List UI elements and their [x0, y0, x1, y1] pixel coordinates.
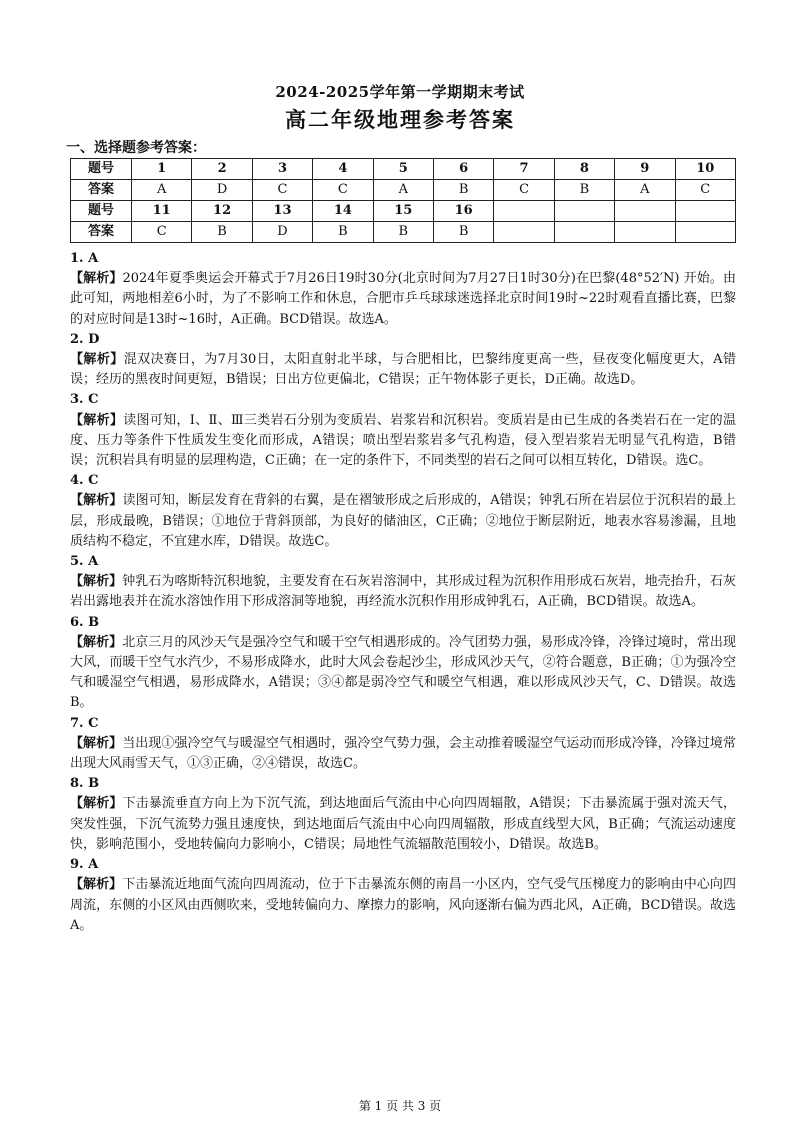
question-number-row	[71, 159, 736, 180]
question-number-cell: 5	[373, 159, 433, 180]
answer-table	[70, 158, 736, 243]
question-answer-heading: 7. C	[70, 715, 99, 731]
explanation-text: 当出现①强冷空气与暖湿空气相遇时，强冷空气势力强，会主动推着暖湿空气运动而形成冷锋，冷锋过境常出现大风雨雪天气，①③正确，②④错误，故选C。	[70, 735, 736, 772]
explanation-tag: 【解析】	[70, 634, 123, 650]
answer-cell	[615, 222, 675, 243]
explanation-text: 读图可知，断层发育在背斜的右翼，是在褶皱形成之后形成的，A错误；钟乳石所在岩层位于沉积岩的最上层，形成最晚，B错误；①地位于背斜顶部，为良好的储油区，C正确；②地位于断层附近，地表水容易渗漏，且地质结构不稳定，不宜建水库，D错误。故选C。	[70, 493, 736, 549]
section-heading: 一、选择题参考答案：	[66, 140, 206, 156]
explanation-paragraph	[70, 411, 736, 472]
question-number-cell: 9	[615, 159, 675, 180]
exam-title: 2024-2025学年第一学期期末考试	[275, 83, 525, 101]
answer-cell: D	[252, 222, 312, 243]
question-answer-heading: 2. D	[70, 331, 100, 347]
explanation-tag: 【解析】	[70, 877, 123, 893]
question-number-cell: 2	[192, 159, 252, 180]
question-answer-heading: 4. C	[70, 473, 99, 489]
question-number-cell: 13	[252, 201, 312, 222]
row-label-question: 题号	[71, 201, 132, 222]
answer-cell: B	[433, 180, 493, 201]
row-label-answer: 答案	[71, 222, 132, 243]
question-number-cell: 14	[313, 201, 373, 222]
question-answer-heading: 9. A	[70, 857, 99, 873]
answer-cell: A	[615, 180, 675, 201]
answer-cell: B	[373, 222, 433, 243]
question-number-cell: 6	[433, 159, 493, 180]
explanation-paragraph	[70, 491, 736, 552]
answer-cell: D	[192, 180, 252, 201]
explanation-paragraph	[70, 633, 736, 714]
answer-cell: A	[132, 180, 192, 201]
question-number-cell: 12	[192, 201, 252, 222]
answer-row	[71, 222, 736, 243]
explanation-text: 钟乳石为喀斯特沉积地貌，主要发育在石灰岩溶洞中，其形成过程为沉积作用形成石灰岩，地壳抬升，石灰岩出露地表并在流水溶蚀作用下形成溶洞等地貌，再经流水沉积作用形成钟乳石，A正确，BCD错误。故选A。	[70, 574, 736, 610]
question-number-cell	[554, 201, 614, 222]
page-number: 第 1 页 共 3 页	[358, 1099, 442, 1113]
question-number-cell: 10	[675, 159, 735, 180]
explanation-paragraph	[70, 572, 736, 612]
answer-cell: A	[373, 180, 433, 201]
answer-cell	[554, 222, 614, 243]
answer-cell: C	[132, 222, 192, 243]
explanation-text: 读图可知，Ⅰ、Ⅱ、Ⅲ三类岩石分别为变质岩、岩浆岩和沉积岩。变质岩是由已生成的各类岩石在一定的温度、压力等条件下性质发生变化而形成，A错误；喷出型岩浆岩多气孔构造，侵入型岩浆岩无明显气孔构造，B错误；沉积岩具有明显的层理构造，C正确；在一定的条件下，不同类型的岩石之间可以相互转化，D错误。选C。	[70, 412, 736, 469]
explanation-tag: 【解析】	[70, 735, 123, 751]
question-answer-heading: 3. C	[70, 392, 99, 408]
explanation-tag: 【解析】	[70, 412, 124, 428]
explanation-tag: 【解析】	[70, 796, 123, 812]
explanation-tag: 【解析】	[70, 352, 124, 368]
explanation-paragraph	[70, 269, 736, 330]
question-number-cell: 1	[132, 159, 192, 180]
answer-cell: B	[433, 222, 493, 243]
question-number-cell	[494, 201, 554, 222]
answer-row	[71, 180, 736, 201]
row-label-answer: 答案	[71, 180, 132, 201]
answer-cell: B	[192, 222, 252, 243]
question-number-cell	[615, 201, 675, 222]
explanation-paragraph	[70, 875, 736, 936]
question-answer-heading: 1. A	[70, 251, 99, 266]
document-title: 高二年级地理参考答案	[285, 107, 515, 132]
answer-cell: C	[252, 180, 312, 201]
question-answer-heading: 5. A	[70, 554, 99, 570]
answer-cell: C	[313, 180, 373, 201]
explanation-tag: 【解析】	[70, 271, 123, 287]
question-number-cell: 11	[132, 201, 192, 222]
question-number-cell: 16	[433, 201, 493, 222]
row-label-question: 题号	[71, 159, 132, 180]
explanation-text: 下击暴流近地面气流向四周流动，位于下击暴流东侧的南昌一小区内，空气受气压梯度力的影响由中心向四周流，东侧的小区风由西侧吹来，受地转偏向力、摩擦力的影响，风向逐渐右偏为西北风，A正确，BCD错误。故选A。	[70, 877, 736, 933]
question-number-cell: 15	[373, 201, 433, 222]
answer-cell: C	[494, 180, 554, 201]
explanation-paragraph	[70, 794, 736, 855]
question-answer-heading: 6. B	[70, 614, 100, 630]
answer-cell: B	[554, 180, 614, 201]
explanation-tag: 【解析】	[70, 574, 123, 590]
explanation-text: 下击暴流垂直方向上为下沉气流，到达地面后气流由中心向四周辐散，A错误；下击暴流属于强对流天气，突发性强，下沉气流势力强且速度快，到达地面后气流由中心向四周辐散，形成直线型大风，B正确；气流运动速度快，影响范围小，受地转偏向力影响小，C错误；局地性气流辐散范围较小，D错误。故选B。	[70, 796, 736, 852]
explanation-tag: 【解析】	[70, 493, 123, 509]
answer-cell	[675, 222, 735, 243]
answer-cell: B	[313, 222, 373, 243]
explanation-text: 北京三月的风沙天气是强冷空气和暖干空气相遇形成的。冷气团势力强，易形成冷锋，冷锋过境时，常出现大风，而暖干空气水汽少，不易形成降水，此时大风会卷起沙尘，形成风沙天气，②符合题意，B正确；①为强冷空气和暖湿空气相遇，易形成降水，A错误；③④都是弱冷空气和暖空气相遇，难以形成风沙天气，C、D错误。故选B。	[70, 634, 736, 711]
question-number-cell	[675, 201, 735, 222]
question-number-row	[71, 201, 736, 222]
explanation-paragraph	[70, 350, 736, 390]
explanation-text: 2024年夏季奥运会开幕式于7月26日19时30分(北京时间为7月27日1时30分)在巴黎(48°52′N) 开始。由此可知，两地相差6小时，为了不影响工作和休息，合肥市乒乓球球迷选择北京时间19时~22时观看直播比赛，巴黎的对应时间是13时~16时，A正确。BCD错误。故选A。	[70, 271, 736, 327]
question-number-cell: 3	[252, 159, 312, 180]
explanation-paragraph	[70, 734, 736, 774]
explanations-list	[70, 249, 736, 936]
question-number-cell: 4	[313, 159, 373, 180]
answer-cell: C	[675, 180, 735, 201]
answer-cell	[494, 222, 554, 243]
question-answer-heading: 8. B	[70, 776, 100, 792]
question-number-cell: 7	[494, 159, 554, 180]
question-number-cell: 8	[554, 159, 614, 180]
explanation-text: 混双决赛日，为7月30日，太阳直射北半球，与合肥相比，巴黎纬度更高一些，昼夜变化幅度更大，A错误；经历的黑夜时间更短，B错误；日出方位更偏北，C错误；正午物体影子更长，D正确。故选D。	[70, 352, 736, 388]
